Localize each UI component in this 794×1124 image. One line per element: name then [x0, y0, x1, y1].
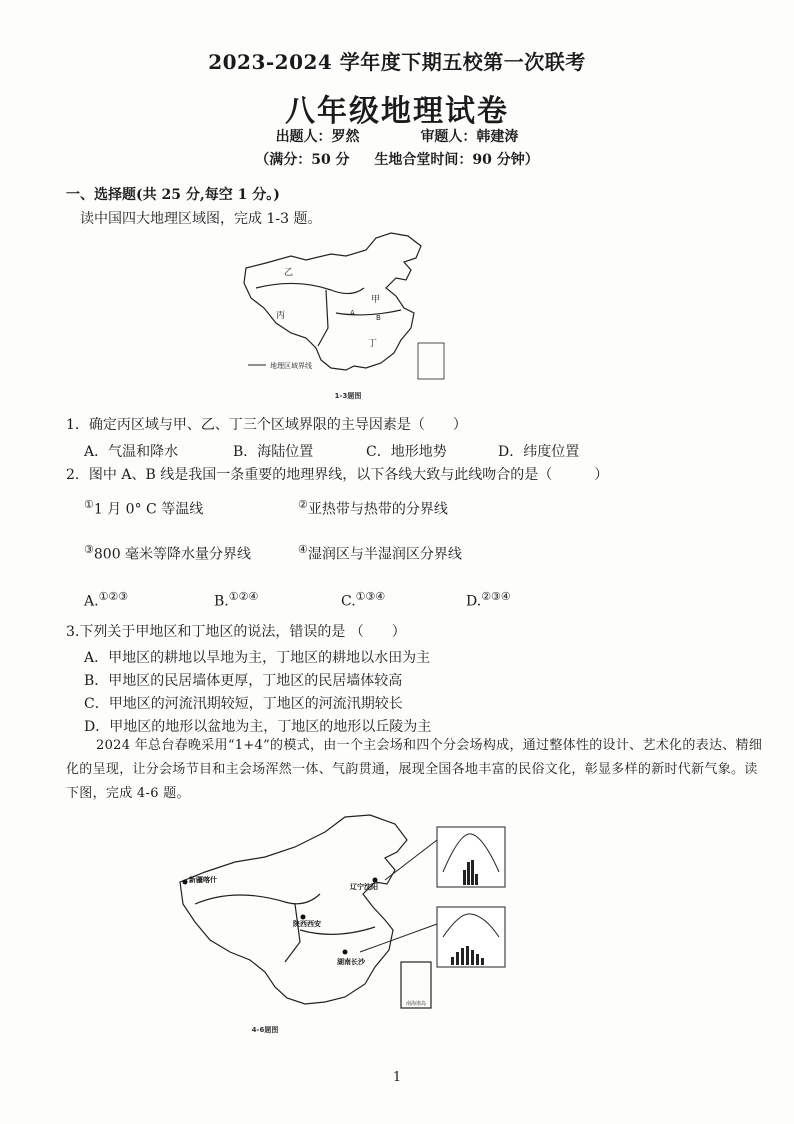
q2-item-4 — [298, 543, 462, 564]
section-heading: 一、选择题(共 25 分,每空 1 分。) — [66, 187, 280, 203]
q1-stem: 1．确定丙区域与甲、乙、丁三个区域界限的主导因素是（ ） — [66, 417, 467, 433]
q2-item-3-num: ③ — [84, 543, 94, 556]
map1-legend: 地理区域界线 — [270, 362, 312, 370]
label-liaoning: 辽宁沈阳 — [350, 883, 378, 891]
q2-item-2-num: ② — [298, 498, 308, 511]
q2-option-b-letter: B. — [214, 593, 229, 610]
climate-chart-bottom-bar — [456, 952, 459, 965]
q1-option-c: C．地形地势 — [366, 444, 447, 460]
q2-item-1 — [84, 498, 203, 519]
q2-item-2-text: 亚热带与热带的分界线 — [307, 501, 448, 518]
q1-option-b: B．海陆位置 — [233, 444, 314, 460]
region-label-jia: 甲 — [371, 295, 381, 305]
exam-meta — [0, 149, 794, 169]
q2-option-b — [214, 590, 258, 610]
label-hunan: 湖南长沙 — [337, 958, 365, 966]
exam-title-line1: 2023-2024 学年度下期五校第一次联考 — [208, 50, 586, 74]
climate-chart-top-bar — [471, 860, 474, 885]
q2-option-d-nums: ②③④ — [481, 590, 511, 603]
region-label-ding: 丁 — [368, 339, 378, 349]
q2-item-1-text: 1 月 0° C 等温线 — [93, 501, 204, 518]
region-label-bing: 丙 — [276, 311, 286, 321]
full-score: （满分：50 分 — [255, 152, 350, 168]
setter: 出题人：罗然 — [275, 129, 360, 145]
q1-option-d: D．纬度位置 — [498, 444, 580, 460]
map1-caption: 1-3题图 — [334, 392, 362, 400]
q2-option-d — [466, 590, 511, 610]
inset-label: 南海诸岛 — [405, 1001, 427, 1007]
exam-time: 生地合堂时间：90 分钟） — [374, 152, 539, 168]
line-label-a: A — [350, 309, 355, 317]
climate-chart-top — [437, 827, 505, 887]
exam-title: 八年级地理试卷 — [285, 94, 509, 129]
q2-item-1-num: ① — [84, 498, 94, 511]
q2-option-c — [341, 590, 385, 610]
climate-chart-bottom-bar — [476, 954, 479, 965]
page-number: 1 — [392, 1070, 402, 1085]
china-regions-map — [236, 228, 466, 403]
climate-chart-bottom-bar — [481, 958, 484, 965]
spring-gala-venues-map — [175, 812, 515, 1037]
q2-option-d-letter: D. — [466, 593, 482, 610]
q3-option-a: A．甲地区的耕地以旱地为主，丁地区的耕地以水田为主 — [84, 650, 431, 666]
q2-option-c-letter: C. — [341, 593, 356, 610]
q2-option-a — [84, 590, 128, 610]
q2-item-3 — [84, 543, 251, 564]
line-label-b: B — [376, 314, 381, 322]
climate-chart-top-bar — [467, 862, 470, 885]
q2-item-4-text: 湿润区与半湿润区分界线 — [307, 546, 462, 563]
south-sea-inset — [418, 343, 444, 379]
label-shaanxi: 陕西西安 — [293, 920, 321, 928]
q3-option-d: D．甲地区的地形以盆地为主，丁地区的地形以丘陵为主 — [84, 719, 432, 735]
climate-chart-bottom-bar — [451, 957, 454, 965]
q2-option-a-letter: A. — [84, 593, 99, 610]
region-label-yi: 乙 — [284, 268, 294, 278]
authors-line — [0, 126, 794, 146]
section-intro: 读中国四大地理区域图，完成 1-3 题。 — [80, 211, 322, 227]
venue-dot-hunan — [343, 950, 348, 955]
venue-dot-shaanxi — [301, 915, 306, 920]
label-xinjiang: 新疆喀什 — [189, 876, 217, 884]
climate-chart-bottom-bar — [471, 950, 474, 965]
climate-chart-bottom-bar — [461, 948, 464, 965]
climate-chart-top-bar — [463, 870, 466, 885]
q2-item-2 — [298, 498, 448, 519]
q2-option-b-nums: ①②④ — [228, 590, 259, 603]
leader-line-top — [385, 840, 437, 880]
q1-option-a: A．气温和降水 — [84, 444, 179, 460]
q3-option-c: C．甲地区的河流汛期较短，丁地区的河流汛期较长 — [84, 696, 403, 712]
venue-dot-liaoning — [373, 878, 378, 883]
passage-spring-gala: 2024 年总台春晚采用“1+4”的模式，由一个主会场和四个分会场构成，通过整体性的设计、艺术化的表达、精细化的呈现，让分会场节目和主会场浑然一体、气韵贯通，展现全国各地丰富的民俗文化，彰显多样的新时代新气象。读下图，完成 4-6 题。 — [66, 738, 763, 801]
climate-chart-bottom — [437, 907, 505, 967]
q2-option-a-nums: ①②③ — [98, 590, 129, 603]
q2-item-4-num: ④ — [298, 543, 308, 556]
q2-option-c-nums: ①③④ — [355, 590, 386, 603]
reviewer: 审题人：韩建涛 — [420, 129, 519, 145]
climate-chart-top-bar — [475, 874, 478, 885]
q2-stem: 2．图中 A、B 线是我国一条重要的地理界线，以下各线大致与此线吻合的是（ ） — [66, 467, 609, 483]
venue-dot-xinjiang — [183, 880, 188, 885]
q2-item-3-text: 800 毫米等降水量分界线 — [93, 546, 252, 563]
map2-caption: 4-6题图 — [251, 1026, 279, 1034]
q3-stem: 3.下列关于甲地区和丁地区的说法，错误的是 （ ） — [66, 624, 406, 640]
q3-option-b: B．甲地区的民居墙体更厚，丁地区的民居墙体较高 — [84, 673, 403, 689]
climate-chart-bottom-bar — [466, 946, 469, 965]
